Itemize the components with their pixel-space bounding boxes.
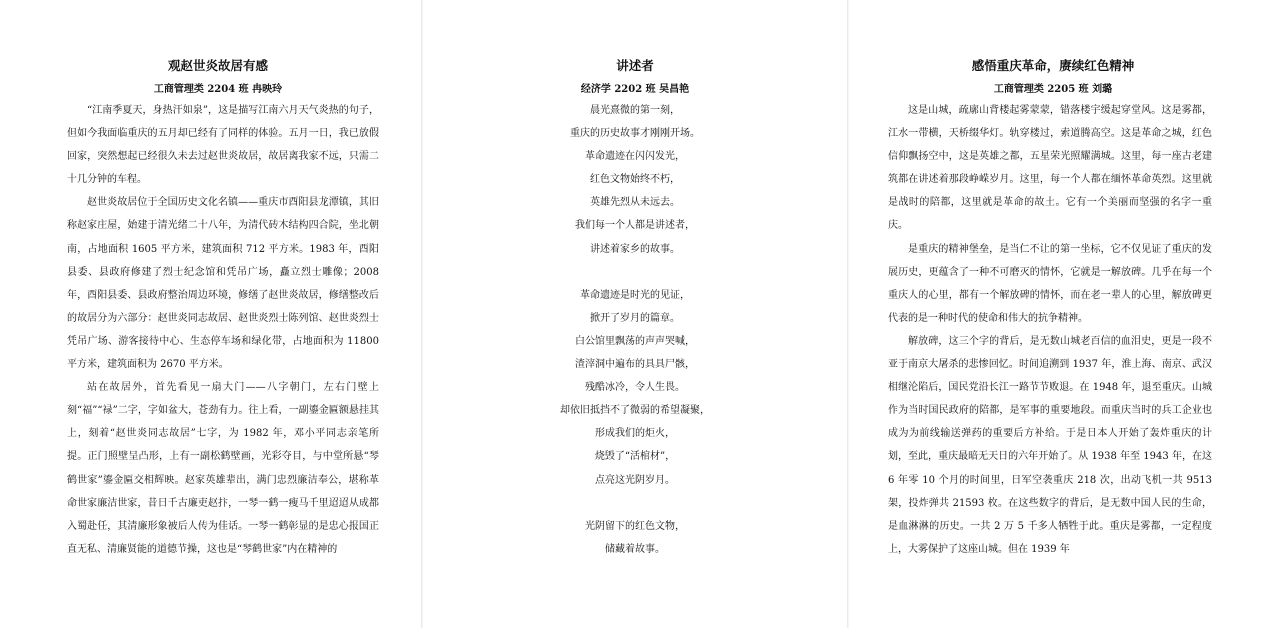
stanza-break [424,492,846,515]
poem-byline: 经济学 2202 班 吴昌艳 [580,84,690,95]
poem-line: 储藏着故事。 [605,543,665,555]
poem-line: 我们每一个人都是讲述者， [575,220,695,232]
poem-line: 英雄先烈从未远去。 [590,197,680,209]
article-title: 感悟重庆革命，赓续红色精神 [971,58,1135,73]
poem-line: 白公馆里飘荡的声声哭喊， [575,335,695,347]
poem-line: 形成我们的炬火， [595,428,675,440]
poem-line: 讲述着家乡的故事。 [590,243,680,255]
paragraph: 这是山城，疏廓山背楼起雾蒙蒙，错落楼宇缓起穿堂风。这是雾都，江水一带横，天桥缀华灯。轨穿楼过，索道腾高空。这是革命之城，红色信仰飘扬空中，这是英雄之都，五星荣光照耀满城。这里，每一座古老建筑都在讲述着那段峥嵘岁月。这里，每一个人都在缅怀革命英烈。这里就是战时的陪都，这里就是革命的故土。它有一个美丽而坚强的名字一重庆。 [888,105,1212,232]
poem-line: 掀开了岁月的篇章。 [590,312,680,324]
poem-line: 重庆的历史故事才刚刚开场。 [570,128,700,140]
poem-line: 烧毁了“活棺材”， [594,451,676,463]
page-middle [424,0,846,628]
poem-title: 讲述者 [616,58,654,73]
poem-line: 革命遗迹在闪闪发光， [585,151,685,163]
article-body [67,99,379,561]
paragraph: 是重庆的精神堡垒，是当仁不让的第一坐标，它不仅见证了重庆的发展历史，更蕴含了一种不可磨灭的情怀，它就是一解放碑。几乎在每一个重庆人的心里，都有一个解放碑的情怀，而在老一辈人的心里，解放碑更代表的是一种时代的使命和伟大的抗争精神。 [888,243,1212,324]
paragraph: 赵世炎故居位于全国历史文化名镇——重庆市酉阳县龙潭镇，其旧称赵家庄屋，始建于清光绪二十八年，为清代砖木结构四合院，坐北朝南，占地面积 1605 平方米，建筑面积 712 平方米。1983 年，酉阳县委、县政府修建了烈士纪念馆和凭吊广场，矗立烈士雕像；2008 年，酉阳县委、县政府整治周边环境，修缮了赵世炎故居，修缮整改后的故居分为六部分：赵世炎同志故居、赵世炎烈士陈列馆、赵世炎烈士凭吊广场、游客接待中心、生态停车场和绿化带，占地面积为 11800 平方米，建筑面积为 2670 平方米。 [67,197,379,371]
article-title: 观赵世炎故居有感 [167,58,268,73]
page-divider [847,0,849,628]
poem-line: 渣滓洞中遍布的具具尸骸， [575,359,695,371]
paragraph: 站在故居外，首先看见一扇大门——八字朝门，左右门壁上刻“福”“禄”二字，字如盆大，苍劲有力。往上看，一副鎏金匾额悬挂其上，刻着“赵世炎同志故居”七字，为 1982 年，邓小平同志亲笔所提。正门照壁呈凸形，上有一副松鹤壁画，光彩夺目，与中堂所悬“琴鹤世家”鎏金匾交相辉映。赵家英雄辈出，满门忠烈廉洁奉公，堪称革命世家廉洁世家，昔日千古廉吏赵抃，一琴一鹤一瘦马千里迢迢从成都入蜀赴任，其清廉形象被后人传为佳话。一琴一鹤彰显的是忠心报国正直无私、清廉贤能的道德节操，这也是“琴鹤世家”内在精神的 [67,382,379,555]
stanza-break [424,261,846,284]
poem-line: 革命遗迹是时光的见证， [580,289,690,301]
poem-line: 红色文物始终不朽， [590,174,680,186]
paragraph: “江南季夏天，身热汗如泉”，这是描写江南六月天气炎热的句子，但如今我面临重庆的五月却已经有了同样的体验。五月一日，我已放假回家，突然想起已经很久未去过赵世炎故居，故居离我家不远，只需二十几分钟的车程。 [67,105,379,186]
poem-line: 晨光熹微的第一刻， [590,105,680,116]
poem-line: 点亮这光阴岁月。 [595,474,675,486]
poem-line: 却依旧抵挡不了微弱的希望凝聚， [560,405,710,417]
article-byline: 工商管理类 2205 班 刘璐 [993,84,1113,95]
article-body [888,99,1212,561]
page-divider [421,0,423,628]
poem-line: 光阴留下的红色文物， [585,520,685,532]
page-right [850,0,1269,628]
paragraph: 解放碑，这三个字的背后，是无数山城老百信的血泪史，更是一段不亚于南京大屠杀的悲惨回忆。时间追溯到 1937 年，淮上海、南京、武汉相继沦陷后，国民党沿长江一路节节败退。在 1948 年，退至重庆。山城作为当时国民政府的陪都，是军事的重要地段。而重庆当时的兵工企业也成为为前线输送弹药的重要后方补给。于是日本人开始了轰炸重庆的计划，至此，重庆最暗无天日的六年开始了。从 1938 年至 1943 年，在这 6 年零 10 个月的时间里，日军空袭重庆 218 次，出动飞机一共 9513 架，投炸弹共 21593 枚。在这些数字的背后，是无数中国人民的生命，是血淋淋的历史。一共 2 万 5 千多人牺牲于此。重庆是雾都，一定程度上，大雾保护了这座山城。但在 1939 年 [888,335,1212,555]
poem-body [424,99,846,561]
page-left [0,0,420,628]
article-byline: 工商管理类 2204 班 冉映玲 [153,84,283,95]
poem-line: 残酷冰冷，令人生畏。 [585,382,685,394]
